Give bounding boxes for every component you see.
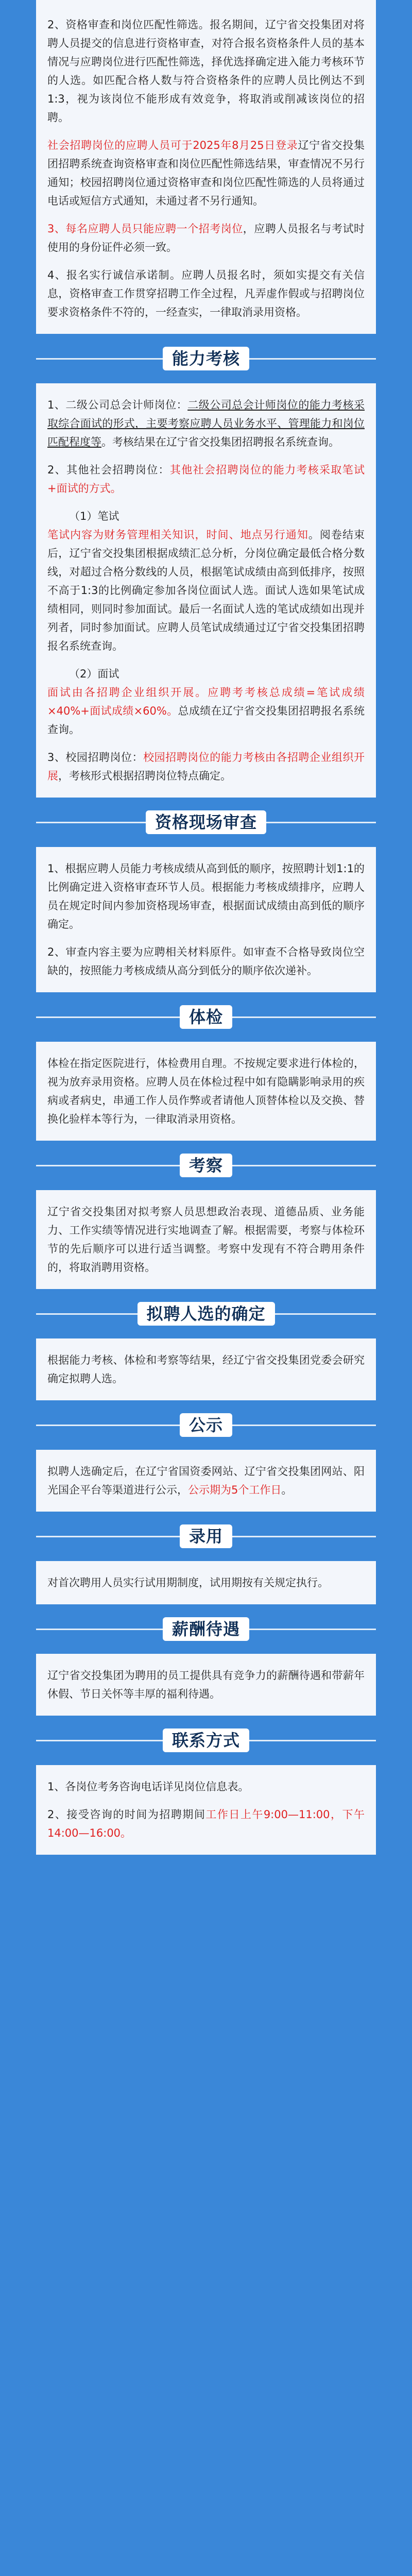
section-heading [36,798,376,847]
subheading: （2）面试 [69,668,119,680]
paragraph [47,461,365,498]
paragraph [47,526,365,655]
section-title: 拟聘人选的确定 [138,1302,275,1326]
divider [232,1536,376,1537]
red-text: 校园招聘岗位的能力考核由各招聘企业组织开展 [47,751,365,782]
text: 3、校园招聘岗位： [47,751,144,764]
paragraph: 4、报名实行诚信承诺制。应聘人员报名时，须如实提交有关信息，资格审查工作贯穿招聘工作全过程，凡弄虚作假或与招聘岗位要求资格条件不符的，一经查实，一律取消录用资格。 [47,269,365,318]
text: ，应聘人员报名与考试时使用的身份证件必须一致。 [47,223,365,253]
red-text: 其他社会招聘岗位的能力考核采取笔试+面试的方式。 [47,464,365,495]
section-title: 联系方式 [163,1728,249,1752]
section-heading [36,1141,376,1190]
section-heading [36,1716,376,1765]
section-heading [36,334,376,383]
section-title: 薪酬待遇 [163,1617,249,1641]
card-contact [36,1765,376,1855]
divider [36,822,146,823]
paragraph [47,396,365,451]
divider [36,1313,138,1315]
divider [36,1536,180,1537]
card-pay [36,1654,376,1716]
section-title: 考察 [180,1154,232,1177]
section-heading [36,1604,376,1654]
text: 。考核结果在辽宁省交投集团招聘报名系统查询。 [101,436,339,448]
paragraph: 1、根据应聘人员能力考核成绩从高到低的顺序，按照聘计划1:1的比例确定进入资格审查环节人员。根据能力考核成绩排序，应聘人员在规定时间内参加资格现场审查，根据面试成绩由高到低的顺序确定。 [47,862,365,930]
paragraph: 2、审查内容主要为应聘相关材料原件。如审查不合格导致岗位空缺的，按照能力考核成绩从高分到低分的顺序依次递补。 [47,946,365,977]
divider [275,1313,376,1315]
section-heading [36,992,376,1042]
red-text: 工作日上午9:00—11:00，下午14:00—16:00。 [47,1808,365,1839]
section-title: 能力考核 [163,347,249,370]
divider [36,1629,163,1630]
red-text: 社会招聘岗位的应聘人员可于2025年8月25日登录 [47,139,298,151]
divider [36,1165,180,1166]
paragraph [47,1805,365,1842]
text: 1、二级公司总会计师岗位： [47,399,188,411]
paragraph: 辽宁省交投集团对拟考察人员思想政治表现、道德品质、业务能力、工作实绩等情况进行实地调查了解。根据需要，考察与体检环节的先后顺序可以进行适当调整。考察中发现有不符合聘用条件的，将取消聘用资格。 [47,1206,365,1274]
red-text: 笔试内容为财务管理相关知识，时间、地点另行通知 [47,529,308,541]
paragraph: 根据能力考核、体检和考察等结果，经辽宁省交投集团党委会研究确定拟聘人选。 [47,1354,365,1385]
card-public [36,1450,376,1512]
section-heading [36,1289,376,1338]
divider [36,1016,180,1018]
red-text: 面试由各招聘企业组织开展。应聘考考核总成绩=笔试成绩×40%+面试成绩×60%。 [47,686,365,717]
text: 辽宁省交投集团招聘系统查询资格审查和岗位匹配性筛选结果，审查情况不另行通知；校园招聘岗位通过资格审查和岗位匹配性筛选的人员将通过电话或短信方式通知，未通过者不另行通知。 [47,139,365,207]
card-inspect [36,1190,376,1289]
section-heading [36,1512,376,1561]
text: 2、接受咨询的时间为招聘期间 [47,1808,206,1821]
paragraph [47,219,365,257]
red-text: 3、每名应聘人员只能应聘一个招考岗位 [47,223,243,235]
paragraph: 对首次聘用人员实行试用期制度，试用期按有关规定执行。 [47,1577,329,1589]
paragraph [47,1462,365,1499]
section-title: 体检 [180,1005,232,1029]
card-ability [36,383,376,798]
section-title: 录用 [180,1524,232,1548]
text: 2、其他社会招聘岗位： [47,464,170,476]
text: 。阅卷结束后，辽宁省交投集团根据成绩汇总分析，分岗位确定最低合格分数线，对超过合格分数线的人员，根据笔试成绩由高到低排序，按照不高于1:3的比例确定参加各岗位面试人选。面试人选如果笔试成绩相同，则同时参加面试。最后一名面试人选的笔试成绩如出现并列者，同时参加面试。应聘人员笔试成绩通过辽宁省交投集团招聘报名系统查询。 [47,529,365,652]
paragraph [47,683,365,739]
section-title: 公示 [180,1413,232,1437]
underlined-text: 二级公司总会计师岗位的能力考核采取综合面试的形式，主要考察应聘人员业务水平、管理能力和岗位匹配程度等 [47,399,365,448]
divider [36,1740,163,1741]
card-decide [36,1338,376,1400]
red-text: 公示期为5个工作日 [188,1484,282,1496]
divider [232,1425,376,1426]
divider [249,1629,376,1630]
divider [232,1165,376,1166]
card-registration [36,0,376,334]
divider [249,358,376,360]
paragraph: 辽宁省交投集团为聘用的员工提供具有竞争力的薪酬待遇和带薪年休假、节日关怀等丰厚的福利待遇。 [47,1669,365,1700]
paragraph [47,136,365,210]
section-heading [36,1400,376,1450]
section-title: 资格现场审查 [146,810,266,834]
card-review [36,847,376,992]
divider [249,1740,376,1741]
text: 。 [281,1484,293,1496]
card-exam [36,1042,376,1141]
divider [36,1425,180,1426]
text: 拟聘人选确定后，在辽宁省国资委网站、辽宁省交投集团网站、阳光国企平台等渠道进行公示， [47,1465,365,1496]
text: 总成绩在辽宁省交投集团招聘报名系统查询。 [47,705,365,736]
subheading: （1）笔试 [69,510,119,522]
card-hire [36,1561,376,1604]
paragraph: 1、各岗位考务咨询电话详见岗位信息表。 [47,1781,249,1793]
divider [36,358,163,360]
divider [266,822,376,823]
paragraph [47,748,365,785]
divider [232,1016,376,1018]
paragraph: 体检在指定医院进行，体检费用自理。不按规定要求进行体检的，视为放弃录用资格。应聘人员在体检过程中如有隐瞒影响录用的疾病或者病史，串通工作人员作弊或者请他人顶替体检以及交换、替换化验样本等行为，一律取消录用资格。 [47,1057,365,1125]
text: ，考核形式根据招聘岗位特点确定。 [58,770,231,782]
paragraph: 2、资格审查和岗位匹配性筛选。报名期间，辽宁省交投集团对将聘人员提交的信息进行资格审查，对符合报名资格条件人员的基本情况与应聘岗位进行匹配性筛选，择优选择确定进入能力考核环节的人选。如匹配合格人数与符合资格条件的应聘人员比例达不到1:3，视为该岗位不能形成有效竞争，将取消或削减该岗位的招聘。 [47,19,365,124]
